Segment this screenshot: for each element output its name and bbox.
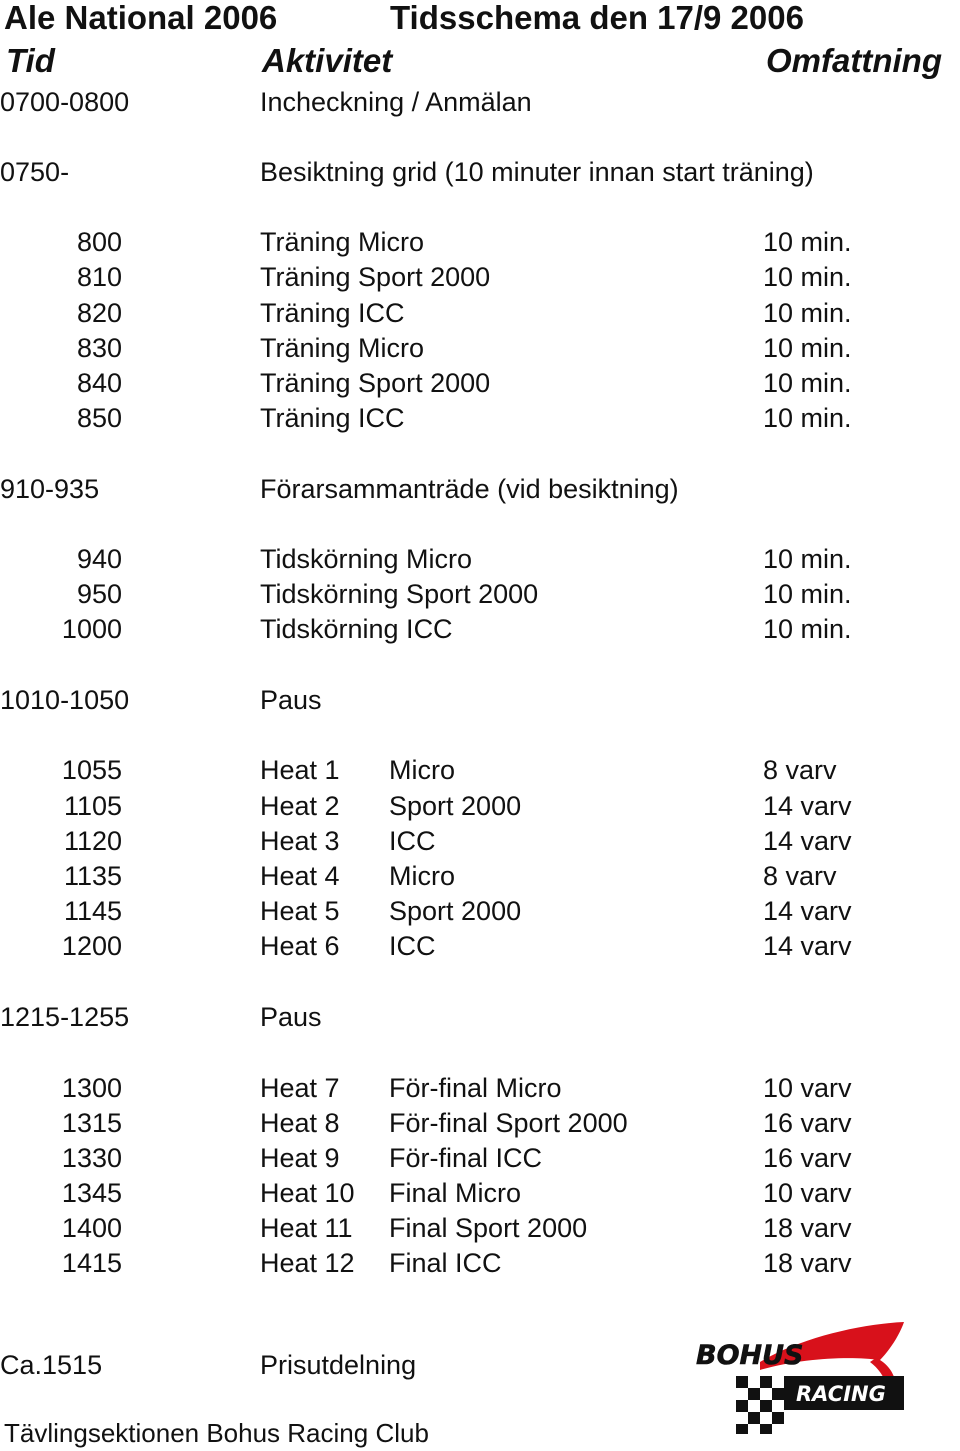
row-activity: Paus [260,1002,322,1032]
row-class: För-final Sport 2000 [389,1108,628,1138]
schedule-row [0,612,960,647]
row-activity: Träning ICC [260,298,405,328]
schedule-row [0,753,960,788]
row-time: 1345 [61,1178,122,1208]
schedule-row [0,331,960,366]
row-amount: 14 varv [763,791,852,821]
row-time: 1315 [61,1108,122,1138]
schedule-row [0,542,960,577]
schedule-row [0,577,960,612]
row-activity: Heat 6 [260,931,340,961]
row-activity: Träning Micro [260,227,425,257]
schedule-title: Tidsschema den 17/9 2006 [390,0,804,36]
row-amount: 10 varv [763,1073,852,1103]
schedule-row [0,296,960,331]
row-time: 1400 [61,1213,122,1243]
schedule-row [0,1071,960,1106]
schedule-row [0,1246,960,1281]
row-amount: 10 min. [763,403,852,433]
row-amount: 10 min. [763,262,852,292]
row-activity: Heat 5 [260,896,340,926]
schedule-row [0,929,960,964]
row-class: Micro [389,861,455,891]
row-time: 1330 [61,1143,122,1173]
row-activity: Träning Sport 2000 [260,368,491,398]
row-activity: Heat 7 [260,1073,340,1103]
row-activity: Incheckning / Anmälan [260,87,532,117]
schedule-row [0,155,960,190]
row-time: 1010-1050 [0,685,130,715]
row-class: Final Sport 2000 [389,1213,588,1243]
row-time: 1055 [61,755,122,785]
schedule-row [0,260,960,295]
schedule-row [0,85,960,120]
svg-text:BOHUS: BOHUS [696,1340,804,1371]
row-activity: Förarsammanträde (vid besiktning) [260,474,679,504]
row-activity: Heat 1 [260,755,340,785]
row-time: 830 [76,333,122,363]
row-class: För-final ICC [389,1143,543,1173]
row-class: ICC [389,826,436,856]
schedule-row [0,366,960,401]
schedule-row [0,1176,960,1211]
row-amount: 10 min. [763,544,852,574]
row-time: 1000 [61,614,122,644]
row-class: Micro [389,755,455,785]
schedule-row [0,1106,960,1141]
schedule-row [0,683,960,718]
row-activity: Träning Sport 2000 [260,262,491,292]
footer-text: Tävlingsektionen Bohus Racing Club [4,1418,429,1448]
row-time: 1120 [63,826,122,856]
row-time: 1300 [61,1073,122,1103]
row-activity: Heat 11 [260,1213,353,1243]
schedule-row [0,1211,960,1246]
bohus-racing-logo [690,1318,912,1436]
row-activity: Tidskörning Sport 2000 [260,579,539,609]
row-amount: 10 min. [763,227,852,257]
row-time: 0750- [0,157,70,187]
row-time: 810 [76,262,122,292]
row-activity: Prisutdelning [260,1350,417,1380]
row-time: 910-935 [0,474,100,504]
row-activity: Heat 4 [260,861,340,891]
row-activity: Tidskörning ICC [260,614,453,644]
row-activity: Heat 9 [260,1143,340,1173]
row-amount: 14 varv [763,896,852,926]
row-class: Final ICC [389,1248,502,1278]
row-time: 820 [76,298,122,328]
row-activity: Heat 12 [260,1248,355,1278]
row-time: 850 [76,403,122,433]
column-header-scope: Omfattning [766,42,942,79]
event-title: Ale National 2006 [4,0,278,36]
row-amount: 8 varv [763,861,837,891]
row-amount: 10 min. [763,579,852,609]
row-amount: 16 varv [763,1143,852,1173]
row-activity: Träning Micro [260,333,425,363]
row-time: 1215-1255 [0,1002,130,1032]
row-amount: 14 varv [763,826,852,856]
schedule-row [0,824,960,859]
row-class: För-final Micro [389,1073,562,1103]
row-amount: 10 min. [763,614,852,644]
row-amount: 10 min. [763,368,852,398]
row-activity: Heat 10 [260,1178,355,1208]
row-time: 950 [76,579,122,609]
schedule-row [0,859,960,894]
row-time: 800 [76,227,122,257]
row-class: ICC [389,931,436,961]
row-activity: Träning ICC [260,403,405,433]
row-time: 840 [76,368,122,398]
row-amount: 14 varv [763,931,852,961]
row-amount: 18 varv [763,1213,852,1243]
svg-text:RACING: RACING [796,1382,886,1406]
column-header-time: Tid [6,42,55,79]
row-activity: Tidskörning Micro [260,544,473,574]
row-time: Ca.1515 [0,1350,103,1380]
row-activity: Besiktning grid (10 minuter innan start träning) [260,157,814,187]
row-time: 940 [76,544,122,574]
row-amount: 18 varv [763,1248,852,1278]
row-amount: 10 varv [763,1178,852,1208]
row-time: 1145 [63,896,122,926]
row-time: 1105 [63,791,122,821]
row-class: Final Micro [389,1178,522,1208]
schedule-row [0,472,960,507]
schedule-row [0,1000,960,1035]
row-class: Sport 2000 [389,791,522,821]
schedule-row [0,401,960,436]
schedule-row [0,789,960,824]
row-activity: Heat 2 [260,791,340,821]
row-time: 1135 [63,861,122,891]
row-amount: 10 min. [763,333,852,363]
row-activity: Heat 3 [260,826,340,856]
row-time: 1200 [61,931,122,961]
row-amount: 8 varv [763,755,837,785]
row-time: 1415 [61,1248,122,1278]
schedule-row [0,894,960,929]
row-class: Sport 2000 [389,896,522,926]
row-activity: Paus [260,685,322,715]
logo-checkered-flag [736,1376,784,1434]
row-amount: 10 min. [763,298,852,328]
row-activity: Heat 8 [260,1108,340,1138]
column-header-activity: Aktivitet [262,42,393,79]
schedule-row [0,1141,960,1176]
row-time: 0700-0800 [0,87,130,117]
schedule-row [0,225,960,260]
row-amount: 16 varv [763,1108,852,1138]
